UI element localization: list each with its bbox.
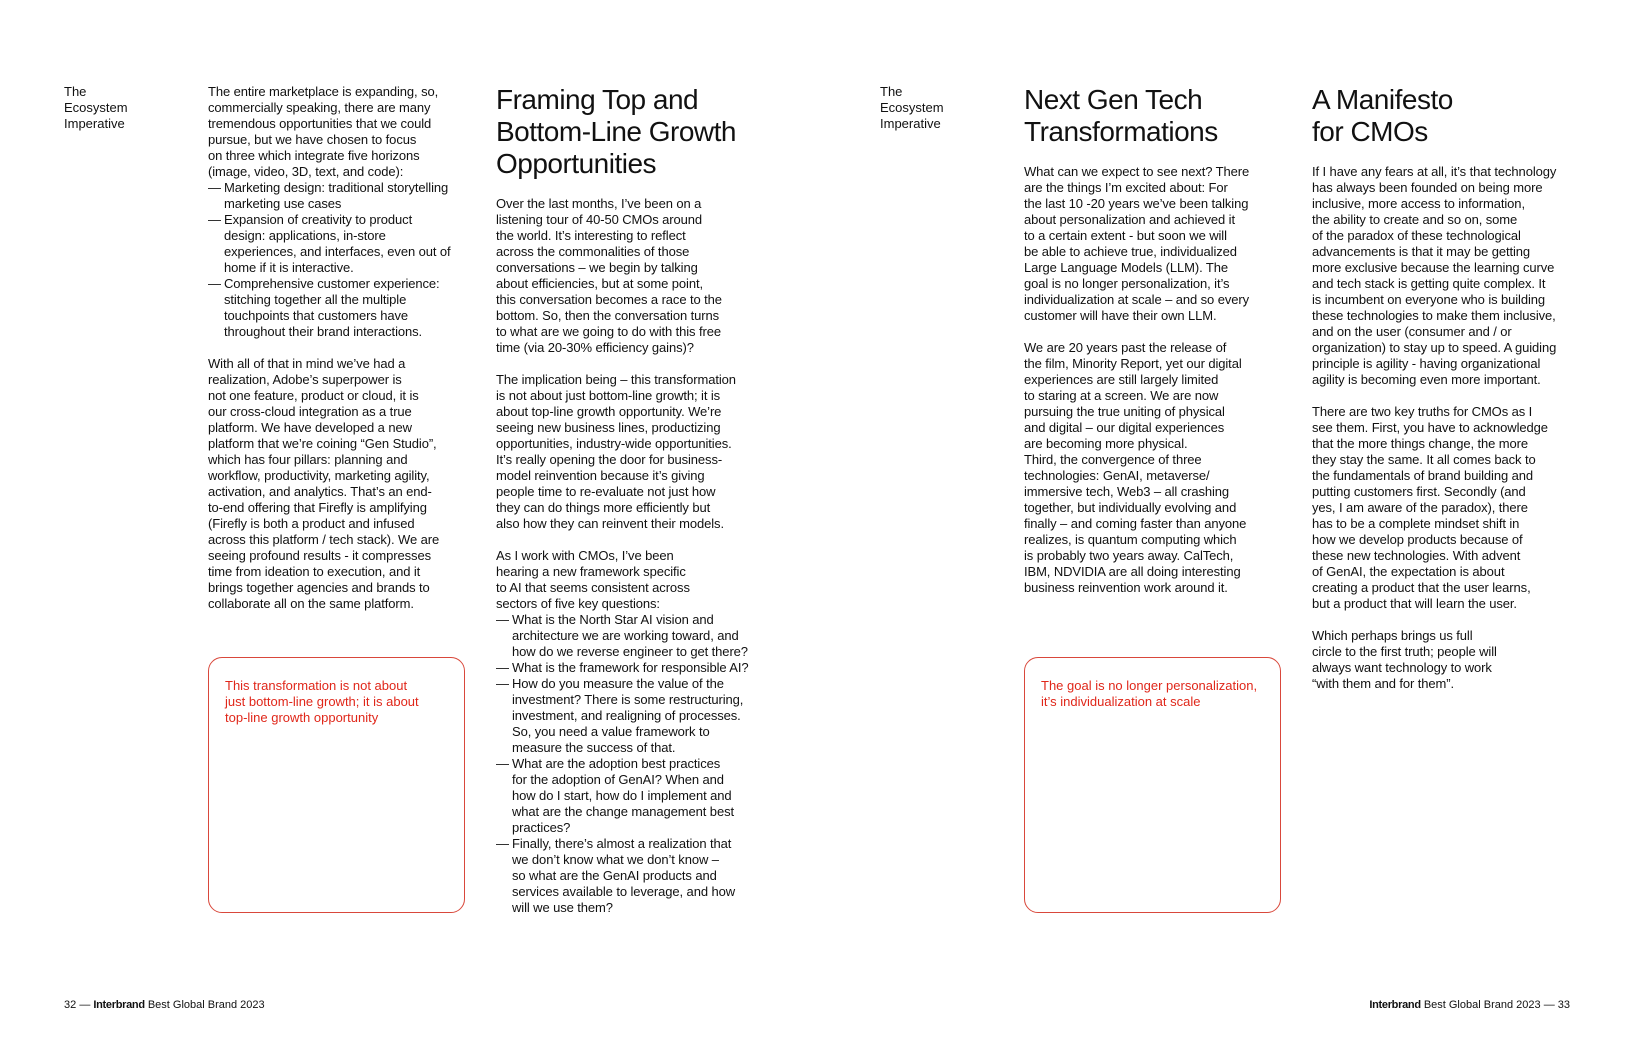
left-column-1 xyxy=(208,84,468,612)
publication-title: Best Global Brand 2023 xyxy=(147,999,265,1011)
gen-studio-paragraph: With all of that in mind we’ve had a realization, Adobe’s superpower is not one feature, product or cloud, it is our cross-cloud integration as a true platform. We have developed a new platform that we’re coining “Gen Studio”, which has four pillars: planning and workflow, productivity, marketing agility, activation, and analytics. That’s an end- to-end offering that Firefly is amplifying (Firefly is both a product and infused across this platform / tech stack). We are seeing profound results - it compresses time from ideation to execution, and it brings together agencies and brands to collaborate all on the same platform. xyxy=(208,356,440,611)
brand-logo-text: Interbrand xyxy=(1369,999,1421,1011)
paragraph: We are 20 years past the release of the film, Minority Report, yet our digital experiences are still largely limited to staring at a screen. We are now pursuing the true uniting of physical and digital – our digital experiences are becoming more physical. Third, the convergence of three technologies: GenAI, metaverse/ immersive tech, Web3 – all crashing together, but individually evolving and finally – and coming faster than anyone realizes, is quantum computing which is probably two years away. CalTech, IBM, NDVIDIA are all doing interesting business reinvention work around it. xyxy=(1024,340,1247,595)
horizons-list xyxy=(208,180,468,340)
paragraph: What can we expect to see next? There are the things I’m excited about: For the last 10 -20 years we’ve been talking about personalization and achieved it to a certain extent - but soon we will be able to achieve true, individualized Large Language Models (LLM). The goal is no longer personalization, it’s individualization at scale – and so every customer will have their own LLM. xyxy=(1024,164,1250,323)
paragraph: There are two key truths for CMOs as I see them. First, you have to acknowledge that the more things change, the more they stay the same. It all comes back to the fundamentals of brand building and putting customers first. Secondly (and yes, I am aware of the paradox), there has to be a complete mindset shift in how we develop products because of these new technologies. With advent of GenAI, the expectation is about creating a product that the user learns, but a product that will learn the user. xyxy=(1312,404,1548,611)
intro-paragraph: The entire marketplace is expanding, so, commercially speaking, there are many tremendous opportunities that we could pursue, but we have chosen to focus on three which integrate five horizons (image, video, 3D, text, and code): xyxy=(208,84,439,179)
publication-title: Best Global Brand 2023 xyxy=(1423,999,1541,1011)
left-column-2 xyxy=(496,84,766,916)
page-number: 32 xyxy=(64,999,77,1011)
footer-separator: — xyxy=(79,999,91,1011)
section-label-right: The Ecosystem Imperative xyxy=(880,84,944,131)
list-item: — Comprehensive customer experience: stitching together all the multiple touchpoints that customers have throughout their brand interactions. xyxy=(208,276,468,340)
paragraph: If I have any fears at all, it’s that technology has always been founded on being more inclusive, more access to information, the ability to create and so on, some of the paradox of these technological advancements is that it may be getting more exclusive because the learning curve and tech stack is getting quite complex. It is incumbent on everyone who is building these technologies to make them inclusive, and on the user (consumer and / or organization) to stay up to speed. A guiding principle is agility - having organizational agility is becoming even more important. xyxy=(1312,164,1557,387)
list-item: — What is the North Star AI vision and architecture we are working toward, and how do we reverse engineer to get there? xyxy=(496,612,766,660)
pull-quote-box-left xyxy=(208,657,465,913)
section-label-left: The Ecosystem Imperative xyxy=(64,84,128,131)
list-item: — What is the framework for responsible AI? xyxy=(496,660,766,676)
key-questions-list xyxy=(496,612,766,916)
list-item: — Marketing design: traditional storytelling marketing use cases xyxy=(208,180,468,212)
list-item: — Finally, there’s almost a realization that we don’t know what we don’t know – so what are the GenAI products and services available to leverage, and how will we use them? xyxy=(496,836,766,916)
heading-framing-growth: Framing Top and Bottom-Line Growth Opportunities xyxy=(496,84,736,179)
pull-quote-left: This transformation is not about just bottom-line growth; it is about top-line growth opportunity xyxy=(225,678,419,725)
footer-separator: — xyxy=(1543,999,1555,1011)
brand-logo-text: Interbrand xyxy=(93,999,145,1011)
pull-quote-right: The goal is no longer personalization, it’s individualization at scale xyxy=(1041,678,1258,709)
right-column-2 xyxy=(1312,84,1602,692)
paragraph: Which perhaps brings us full circle to the first truth; people will always want technology to work “with them and for them”. xyxy=(1312,628,1497,691)
paragraph: Over the last months, I’ve been on a listening tour of 40-50 CMOs around the world. It’s interesting to reflect across the commonalities of those conversations – we begin by talking about efficiencies, but at some point, this conversation becomes a race to the bottom. So, then the conversation turns to what are we going to do with this free time (via 20-30% efficiency gains)? xyxy=(496,196,722,355)
pull-quote-box-right xyxy=(1024,657,1281,913)
page-number: 33 xyxy=(1557,999,1570,1011)
right-column-1 xyxy=(1024,84,1294,596)
list-item: — What are the adoption best practices for the adoption of GenAI? When and how do I start, how do I implement and what are the change management best practices? xyxy=(496,756,766,836)
paragraph: The implication being – this transformation is not about just bottom-line growth; it is about top-line growth opportunity. We’re seeing new business lines, productizing opportunities, industry-wide opportunities. It’s really opening the door for business- model reinvention because it’s giving people time to re-evaluate not just how they can do things more efficiently but also how they can reinvent their models. xyxy=(496,372,736,531)
heading-manifesto: A Manifesto for CMOs xyxy=(1312,84,1453,147)
footer-left xyxy=(64,998,265,1012)
footer-right xyxy=(1369,998,1570,1012)
heading-next-gen-tech: Next Gen Tech Transformations xyxy=(1024,84,1218,147)
paragraph: As I work with CMOs, I’ve been hearing a new framework specific to AI that seems consistent across sectors of five key questions: xyxy=(496,548,690,611)
list-item: — How do you measure the value of the investment? There is some restructuring, investment, and realigning of processes. So, you need a value framework to measure the success of that. xyxy=(496,676,766,756)
list-item: — Expansion of creativity to product design: applications, in-store experiences, and interfaces, even out of home if it is interactive. xyxy=(208,212,468,276)
